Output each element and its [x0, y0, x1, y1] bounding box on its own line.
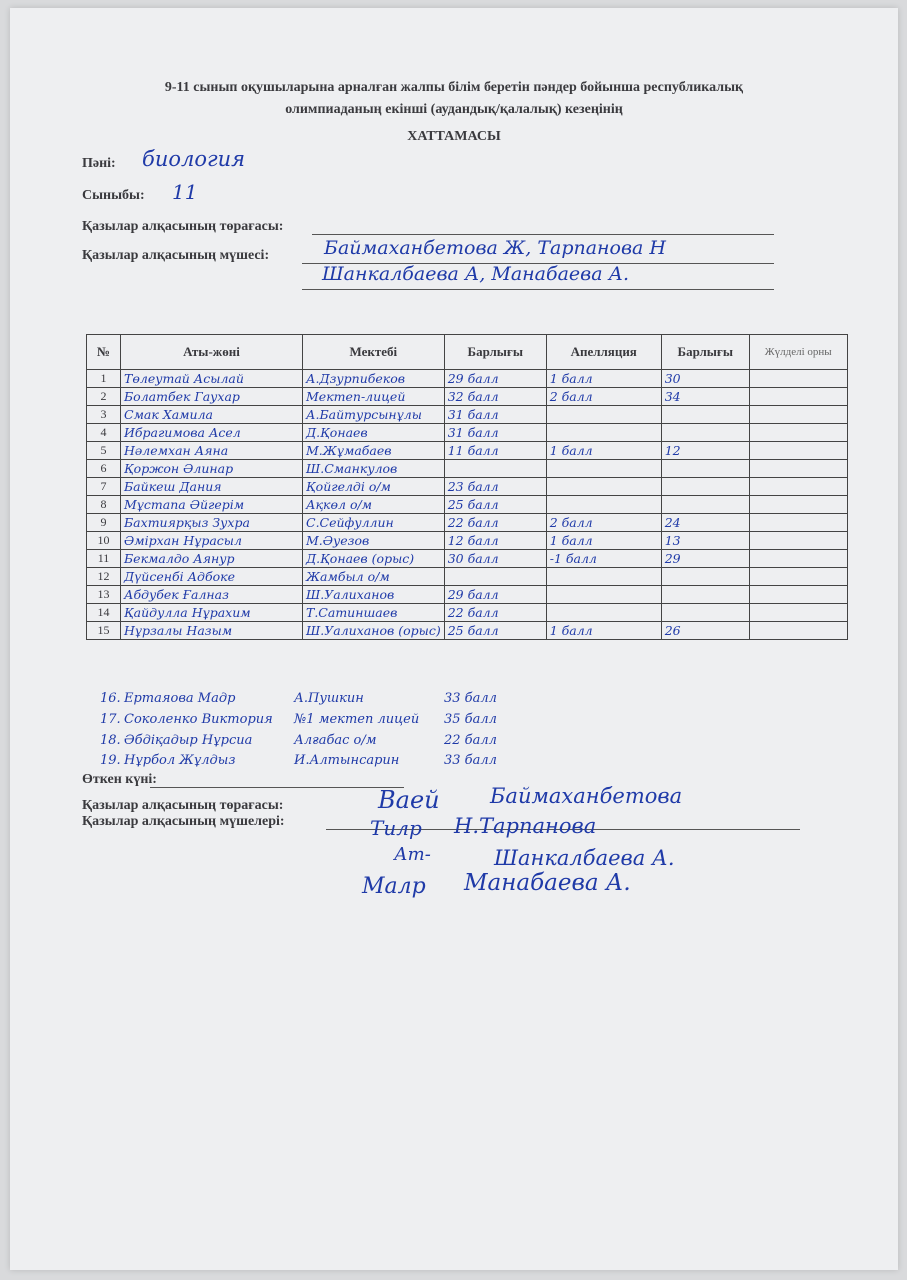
row-number-cell: 4 — [87, 424, 121, 442]
final-score-cell: 26 — [661, 622, 749, 640]
school-name-cell: А.Дзурпибеков — [303, 370, 445, 388]
table-row — [87, 496, 848, 514]
row-number-cell: 3 — [87, 406, 121, 424]
col-header-final-total: Барлығы — [661, 335, 749, 370]
school-name-cell: Д.Қонаев (орыс) — [303, 550, 445, 568]
footer-chair-label: Қазылар алқасының төрағасы: — [82, 798, 284, 813]
row-number-cell: 9 — [87, 514, 121, 532]
student-name-cell: Мұстапа Әйгерім — [121, 496, 303, 514]
school-name-cell: Ш.Сманкулов — [303, 460, 445, 478]
final-score-cell: 13 — [661, 532, 749, 550]
row-number-cell: 14 — [87, 604, 121, 622]
student-name-cell: Нәлемхан Аяна — [121, 442, 303, 460]
table-row — [87, 388, 848, 406]
table-row — [87, 514, 848, 532]
final-score-cell: 34 — [661, 388, 749, 406]
appeal-score-cell: 1 балл — [546, 532, 661, 550]
col-header-school: Мектебі — [303, 335, 445, 370]
appeal-score-cell: 1 балл — [546, 370, 661, 388]
appeal-score-cell — [546, 568, 661, 586]
place-cell — [749, 514, 847, 532]
extra-score: 33 балл — [444, 691, 497, 706]
final-score-cell — [661, 604, 749, 622]
signature-name-1: Баймаханбетова — [490, 784, 683, 808]
extra-name: Ертаяова Мадр — [124, 691, 236, 706]
extra-n: 18. — [100, 733, 121, 748]
col-header-total: Барлығы — [444, 335, 546, 370]
place-cell — [749, 442, 847, 460]
place-cell — [749, 406, 847, 424]
extra-list-item — [100, 753, 534, 768]
place-cell — [749, 460, 847, 478]
total-score-cell: 29 балл — [444, 586, 546, 604]
extra-n: 16. — [100, 691, 121, 706]
member-label: Қазылар алқасының мүшесі: — [82, 248, 270, 263]
school-name-cell: А.Байтурсынұлы — [303, 406, 445, 424]
table-row — [87, 442, 848, 460]
appeal-score-cell — [546, 406, 661, 424]
final-score-cell — [661, 406, 749, 424]
appeal-score-cell — [546, 460, 661, 478]
school-name-cell: Жамбыл о/м — [303, 568, 445, 586]
table-row — [87, 604, 848, 622]
place-cell — [749, 478, 847, 496]
subject-value: биология — [142, 147, 246, 171]
row-number-cell: 2 — [87, 388, 121, 406]
extra-name: Әбдіқадыр Нұрсиа — [124, 733, 253, 748]
table-row — [87, 460, 848, 478]
appeal-score-cell — [546, 478, 661, 496]
subject-label: Пәні: — [82, 156, 116, 171]
total-score-cell: 12 балл — [444, 532, 546, 550]
row-number-cell: 5 — [87, 442, 121, 460]
final-score-cell — [661, 568, 749, 586]
final-score-cell — [661, 424, 749, 442]
member-underline-2 — [302, 289, 774, 290]
table-row — [87, 622, 848, 640]
school-name-cell: Мектеп-лицей — [303, 388, 445, 406]
footer-members-label: Қазылар алқасының мүшелері: — [82, 814, 285, 829]
final-score-cell: 29 — [661, 550, 749, 568]
school-name-cell: Ш.Уалиханов (орыс) — [303, 622, 445, 640]
place-cell — [749, 568, 847, 586]
final-score-cell — [661, 496, 749, 514]
signature-mark-2: Тилр — [370, 816, 422, 840]
member-value-2: Шанкалбаева А, Манабаева А. — [322, 263, 630, 285]
col-header-name: Аты-жөні — [121, 335, 303, 370]
extra-name: Соколенко Виктория — [124, 712, 273, 727]
student-name-cell: Дүйсенбі Адбоке — [121, 568, 303, 586]
extra-list-item — [100, 733, 534, 748]
final-score-cell: 12 — [661, 442, 749, 460]
extra-school: Алғабас о/м — [294, 733, 377, 748]
student-name-cell: Қоржон Әлинар — [121, 460, 303, 478]
place-cell — [749, 604, 847, 622]
signature-name-4: Манабаева А. — [464, 870, 631, 896]
row-number-cell: 1 — [87, 370, 121, 388]
total-score-cell: 22 балл — [444, 604, 546, 622]
total-score-cell — [444, 460, 546, 478]
document-title: ХАТТАМАСЫ — [407, 129, 501, 144]
extra-name: Нұрбол Жұлдыз — [124, 753, 236, 768]
student-name-cell: Нұрзалы Назым — [121, 622, 303, 640]
school-name-cell: М.Әуезов — [303, 532, 445, 550]
appeal-score-cell: -1 балл — [546, 550, 661, 568]
extra-n: 17. — [100, 712, 121, 727]
student-name-cell: Болатбек Гаухар — [121, 388, 303, 406]
place-cell — [749, 622, 847, 640]
total-score-cell: 32 балл — [444, 388, 546, 406]
row-number-cell: 7 — [87, 478, 121, 496]
extra-list-item — [100, 691, 534, 706]
chair-underline — [312, 234, 774, 235]
final-score-cell: 24 — [661, 514, 749, 532]
total-score-cell: 22 балл — [444, 514, 546, 532]
extra-score: 22 балл — [444, 733, 497, 748]
table-row — [87, 406, 848, 424]
place-cell — [749, 496, 847, 514]
place-cell — [749, 586, 847, 604]
place-cell — [749, 550, 847, 568]
extra-school: №1 мектеп лицей — [294, 712, 420, 727]
student-name-cell: Бекмалдо Аянур — [121, 550, 303, 568]
extra-n: 19. — [100, 753, 121, 768]
table-row — [87, 550, 848, 568]
place-cell — [749, 370, 847, 388]
row-number-cell: 10 — [87, 532, 121, 550]
total-score-cell: 25 балл — [444, 622, 546, 640]
signature-name-2: Н.Тарпанова — [454, 814, 597, 838]
extra-list-item — [100, 712, 534, 727]
table-row — [87, 424, 848, 442]
col-header-place: Жүлделі орны — [749, 335, 847, 370]
table-row — [87, 568, 848, 586]
student-name-cell: Байкеш Дания — [121, 478, 303, 496]
results-table — [86, 334, 848, 640]
appeal-score-cell — [546, 604, 661, 622]
total-score-cell: 23 балл — [444, 478, 546, 496]
col-header-number: № — [87, 335, 121, 370]
row-number-cell: 6 — [87, 460, 121, 478]
final-score-cell — [661, 460, 749, 478]
place-cell — [749, 388, 847, 406]
school-name-cell: Д.Қонаев — [303, 424, 445, 442]
appeal-score-cell — [546, 586, 661, 604]
school-name-cell: Қойгелді о/м — [303, 478, 445, 496]
row-number-cell: 8 — [87, 496, 121, 514]
date-underline — [150, 787, 404, 788]
signature-name-3: Шанкалбаева А. — [494, 846, 675, 870]
table-row — [87, 370, 848, 388]
student-name-cell: Абдубек Ғалназ — [121, 586, 303, 604]
total-score-cell: 31 балл — [444, 424, 546, 442]
extra-school: А.Пушкин — [294, 691, 364, 706]
table-header-row — [87, 335, 848, 370]
date-label: Өткен күні: — [82, 772, 157, 787]
extra-score: 35 балл — [444, 712, 497, 727]
row-number-cell: 12 — [87, 568, 121, 586]
student-name-cell: Төлеутай Асылай — [121, 370, 303, 388]
extra-school: И.Алтынсарин — [294, 753, 400, 768]
grade-value: 11 — [172, 180, 198, 204]
final-score-cell — [661, 478, 749, 496]
school-name-cell: Ш.Уалиханов — [303, 586, 445, 604]
header-line-2: олимпиаданың екінші (аудандық/қалалық) кезеңінің — [285, 102, 623, 117]
final-score-cell: 30 — [661, 370, 749, 388]
school-name-cell: С.Сейфуллин — [303, 514, 445, 532]
header-line-1: 9-11 сынып оқушыларына арналған жалпы білім беретін пәндер бойынша республикалық — [164, 80, 744, 95]
table-row — [87, 586, 848, 604]
table-row — [87, 532, 848, 550]
total-score-cell: 29 балл — [444, 370, 546, 388]
total-score-cell: 30 балл — [444, 550, 546, 568]
appeal-score-cell: 2 балл — [546, 388, 661, 406]
appeal-score-cell: 2 балл — [546, 514, 661, 532]
signature-mark-1: Ваей — [378, 786, 440, 814]
table-body — [87, 370, 848, 640]
total-score-cell: 25 балл — [444, 496, 546, 514]
appeal-score-cell — [546, 424, 661, 442]
col-header-appeal: Апелляция — [546, 335, 661, 370]
school-name-cell: Ақкөл о/м — [303, 496, 445, 514]
row-number-cell: 15 — [87, 622, 121, 640]
grade-label: Сыныбы: — [82, 188, 145, 203]
student-name-cell: Ибрагимова Асел — [121, 424, 303, 442]
school-name-cell: Т.Сатиншаев — [303, 604, 445, 622]
signature-mark-4: Малр — [362, 874, 426, 899]
total-score-cell — [444, 568, 546, 586]
appeal-score-cell — [546, 496, 661, 514]
student-name-cell: Қайдулла Нұрахим — [121, 604, 303, 622]
appeal-score-cell: 1 балл — [546, 622, 661, 640]
total-score-cell: 11 балл — [444, 442, 546, 460]
student-name-cell: Бахтиярқыз Зухра — [121, 514, 303, 532]
student-name-cell: Әмірхан Нұрасыл — [121, 532, 303, 550]
place-cell — [749, 424, 847, 442]
extra-score: 33 балл — [444, 753, 497, 768]
row-number-cell: 13 — [87, 586, 121, 604]
school-name-cell: М.Жұмабаев — [303, 442, 445, 460]
table-row — [87, 478, 848, 496]
chair-label: Қазылар алқасының төрағасы: — [82, 219, 284, 234]
student-name-cell: Смак Хамила — [121, 406, 303, 424]
protocol-sheet — [10, 8, 898, 1270]
signature-mark-3: Ат- — [394, 844, 431, 865]
total-score-cell: 31 балл — [444, 406, 546, 424]
final-score-cell — [661, 586, 749, 604]
place-cell — [749, 532, 847, 550]
appeal-score-cell: 1 балл — [546, 442, 661, 460]
member-value-1: Баймаханбетова Ж, Тарпанова Н — [324, 237, 666, 259]
row-number-cell: 11 — [87, 550, 121, 568]
